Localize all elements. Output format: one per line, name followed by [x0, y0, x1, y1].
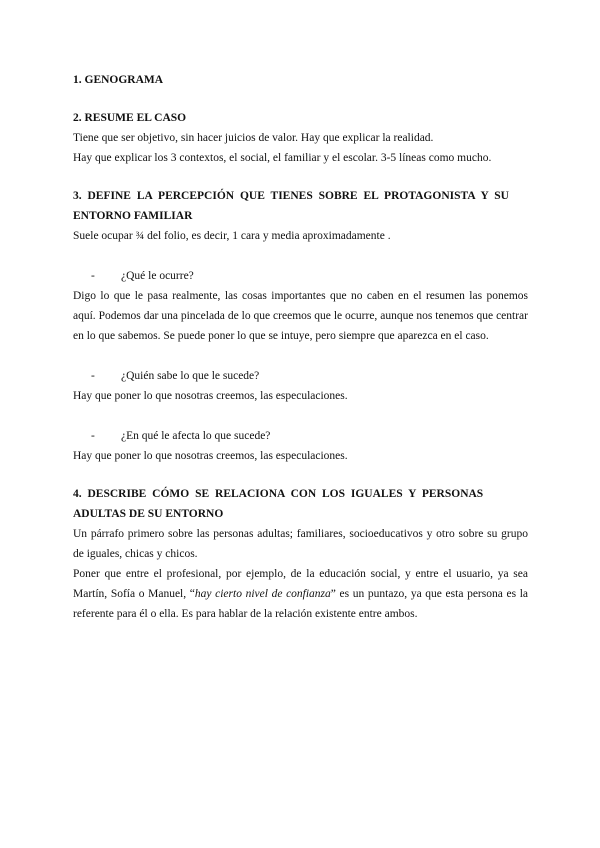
bullet-item — [73, 426, 528, 446]
section-2-line-1: Tiene que ser objetivo, sin hacer juicios de valor. Hay que explicar la realidad. — [73, 132, 434, 144]
bullet-item — [73, 266, 528, 286]
section-2-heading: 2. RESUME EL CASO — [73, 112, 187, 124]
bullet-question: ¿Qué le ocurre? — [121, 270, 194, 282]
bullet-dash: - — [91, 370, 95, 382]
section-3-intro: Suele ocupar ¾ del folio, es decir, 1 cara y media aproximadamente . — [73, 230, 391, 242]
bullet-dash: - — [91, 430, 95, 442]
bullet-answer: Hay que poner lo que nosotras creemos, las especulaciones. — [73, 390, 348, 402]
bullet-answer: Digo lo que le pasa realmente, las cosas importantes que no caben en el resumen las ponemos aquí. Podemos dar una pincelada de lo que creemos que le ocurre, aunque nos tenemos que centrar en lo que sabemos. Se puede poner lo que se intuye, pero siempre que aparezca en el caso. — [73, 290, 528, 342]
section-4-heading-line-1: 4. DESCRIBE CÓMO SE RELACIONA CON LOS IGUALES Y PERSONAS — [73, 488, 484, 500]
bullet-question: ¿Quién sabe lo que le sucede? — [121, 370, 260, 382]
paragraph-text: ” es un puntazo, ya que esta persona es la referente para él o ella. Es para hablar de la relación existente entre ambos. — [73, 588, 528, 620]
section-4-heading-line-2: ADULTAS DE SU ENTORNO — [73, 508, 224, 520]
section-4-paragraph-2 — [73, 564, 528, 624]
bullet-dash: - — [91, 270, 95, 282]
quoted-phrase: hay cierto nivel de confianza — [194, 588, 331, 600]
paragraph-text: Poner que entre el profesional, por ejemplo, de la educación social, y entre el usuario, ya sea Martín, Sofía o Manuel, “ — [73, 568, 528, 600]
section-2-line-2: Hay que explicar los 3 contextos, el social, el familiar y el escolar. 3-5 líneas como mucho. — [73, 152, 492, 164]
bullet-question: ¿En qué le afecta lo que sucede? — [121, 430, 271, 442]
section-3-heading-line-1: 3. DEFINE LA PERCEPCIÓN QUE TIENES SOBRE EL PROTAGONISTA Y SU — [73, 190, 509, 202]
section-1-heading: 1. GENOGRAMA — [73, 74, 164, 86]
bullet-answer: Hay que poner lo que nosotras creemos, las especulaciones. — [73, 450, 348, 462]
section-3-heading-line-2: ENTORNO FAMILIAR — [73, 210, 193, 222]
bullet-item — [73, 366, 528, 386]
section-4-paragraph-1: Un párrafo primero sobre las personas adultas; familiares, socioeducativos y otro sobre su grupo de iguales, chicas y chicos. — [73, 528, 528, 560]
